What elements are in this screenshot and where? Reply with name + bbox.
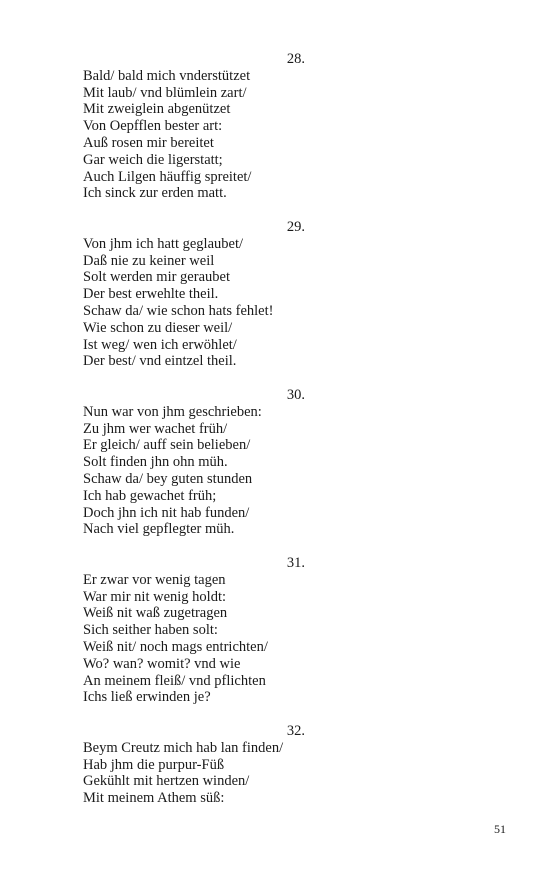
verse-line: Gekühlt mit hertzen winden/	[83, 773, 250, 790]
stanza-number: 29.	[286, 219, 305, 235]
verse-line: Der best/ vnd eintzel theil.	[83, 353, 237, 370]
verse-line: Von Oepfflen bester art:	[83, 118, 223, 135]
verse-line: Der best erwehlte theil.	[83, 286, 219, 303]
verse-line: Solt finden jhn ohn müh.	[83, 454, 228, 471]
verse-line: Sich seither haben solt:	[83, 622, 218, 639]
stanza-number: 32.	[286, 723, 305, 739]
stanza-28	[83, 51, 305, 202]
verse-line: Ich hab gewachet früh;	[83, 487, 217, 504]
verse-line: Wie schon zu dieser weil/	[83, 319, 233, 336]
stanza-number: 28.	[286, 51, 305, 67]
verse-line: Hab jhm die purpur-Füß	[83, 756, 225, 773]
verse-line: Von jhm ich hatt geglaubet/	[83, 235, 244, 252]
stanza-29	[83, 219, 305, 370]
verse-line: Ist weg/ wen ich erwöhlet/	[83, 336, 237, 353]
verse-line: War mir nit wenig holdt:	[83, 588, 227, 605]
verse-line: Ichs ließ erwinden je?	[83, 689, 211, 706]
verse-line: Weiß nit waß zugetragen	[83, 605, 228, 622]
verse-line: Auch Lilgen häuffig spreitet/	[83, 168, 252, 185]
verse-line: Bald/ bald mich vnderstützet	[83, 67, 251, 84]
verse-line: Wo? wan? womit? vnd wie	[83, 655, 241, 672]
verse-line: An meinem fleiß/ vnd pflichten	[83, 672, 266, 689]
stanza-number: 31.	[286, 555, 305, 571]
stanza-32	[83, 723, 305, 807]
verse-line: Er gleich/ auff sein belieben/	[83, 437, 251, 454]
verse-line: Solt werden mir geraubet	[83, 269, 230, 286]
verse-line: Mit meinem Athem süß:	[83, 790, 225, 807]
verse-line: Beym Creutz mich hab lan finden/	[83, 739, 284, 756]
verse-line: Zu jhm wer wachet früh/	[83, 420, 228, 437]
verse-line: Ich sinck zur erden matt.	[83, 185, 227, 202]
stanza-number: 30.	[286, 387, 305, 403]
verse-line: Gar weich die ligerstatt;	[83, 151, 223, 168]
verse-line: Schaw da/ wie schon hats fehlet!	[83, 302, 274, 319]
verse-line: Doch jhn ich nit hab funden/	[83, 504, 250, 521]
verse-line: Weiß nit/ noch mags entrichten/	[83, 638, 268, 655]
verse-line: Schaw da/ bey guten stunden	[83, 470, 253, 487]
verse-line: Daß nie zu keiner weil	[83, 252, 215, 269]
verse-line: Er zwar vor wenig tagen	[83, 571, 226, 588]
verse-line: Auß rosen mir bereitet	[83, 134, 214, 151]
verse-line: Mit zweiglein abgenützet	[83, 101, 231, 118]
verse-line: Nun war von jhm geschrieben:	[83, 403, 262, 420]
verse-line: Nach viel gepflegter müh.	[83, 521, 235, 538]
page-number: 51	[494, 822, 506, 836]
stanza-30	[83, 387, 305, 538]
stanza-31	[83, 555, 305, 706]
verse-line: Mit laub/ vnd blümlein zart/	[83, 84, 247, 101]
